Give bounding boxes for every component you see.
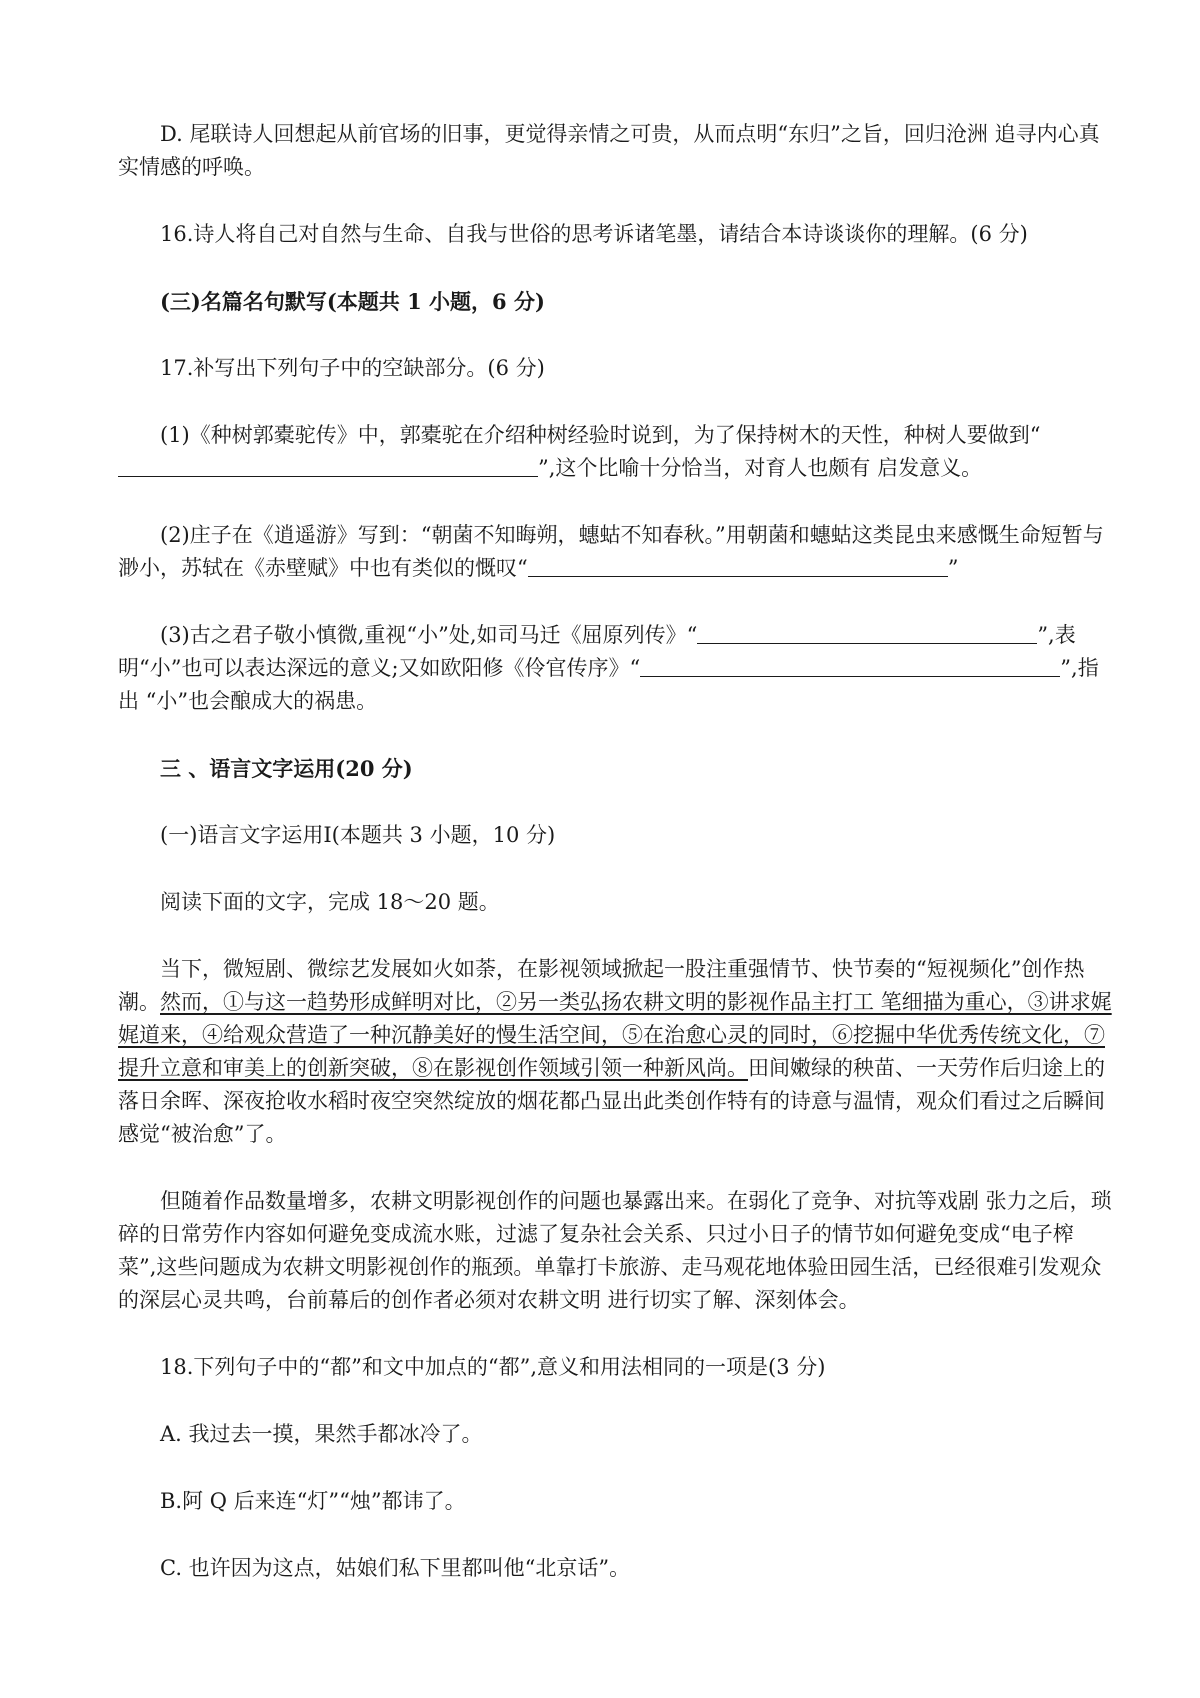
q15-option-d: D. 尾联诗人回想起从前官场的旧事，更觉得亲情之可贵，从而点明“东归”之旨，回归沧洲 追寻内心真实情感的呼唤。: [118, 122, 1100, 179]
answer-blank-4[interactable]: [640, 654, 1060, 677]
section-three-heading: 三 、语言文字运用(20 分): [160, 756, 413, 781]
reading-instruction: 阅读下面的文字，完成 18～20 题。: [160, 890, 500, 914]
exam-page: [118, 118, 1112, 1619]
q18-option-b: B.阿 Q 后来连“灯”“烛”都讳了。: [160, 1489, 466, 1513]
answer-blank-1[interactable]: [118, 454, 538, 477]
q17-item-3: (3)古之君子敬小慎微,重视“小”处,如司马迁《屈原列传》“ ”,表明“小”也可以表达深远的意义;又如欧阳修《伶官传序》“ ”,指出 “小”也会酿成大的祸患。: [118, 623, 1099, 713]
q18-stem: 18.下列句子中的“都”和文中加点的“都”,意义和用法相同的一项是(3 分): [160, 1355, 826, 1379]
answer-blank-3[interactable]: [697, 621, 1037, 644]
q17-item-2: (2)庄子在《逍遥游》写到：“朝菌不知晦朔，蟪蛄不知春秋。”用朝菌和蟪蛄这类昆虫来感慨生命短暂与渺小，苏轼在《赤壁赋》中也有类似的慨叹“ ”: [118, 523, 1104, 580]
q17-item-1: (1)《种树郭橐驼传》中，郭橐驼在介绍种树经验时说到，为了保持树木的天性，种树人要做到“”,这个比喻十分恰当，对育人也颇有 启发意义。: [118, 419, 1112, 485]
q17-stem: 17.补写出下列句子中的空缺部分。(6 分): [160, 356, 545, 380]
q18-option-c: C. 也许因为这点，姑娘们私下里都叫他“北京话”。: [160, 1556, 631, 1580]
q16-stem: 16.诗人将自己对自然与生命、自我与世俗的思考诉诸笔墨，请结合本诗谈谈你的理解。(6 分): [160, 222, 1028, 246]
passage-paragraph-1: 当下，微短剧、微综艺发展如火如荼，在影视领域掀起一股注重强情节、快节奏的“短视频化”创作热潮。然而，①与这一趋势形成鲜明对比，②另一类弘扬农耕文明的影视作品主打工 笔细描为重心，③讲求娓娓道来，④给观众营造了一种沉静美好的慢生活空间，⑤在治愈心灵的同时，⑥挖掘中华优秀传统文化，⑦提升立意和审美上的创新突破，⑧在影视创作领域引领一种新风尚。田间嫩绿的秧苗、一天劳作后归途上的落日余晖、深夜抢收水稻时夜空突然绽放的烟花都凸显出此类创作特有的诗意与温情，观众们看过之后瞬间感觉“被治愈”了。: [118, 957, 1112, 1146]
passage-paragraph-2: 但随着作品数量增多，农耕文明影视创作的问题也暴露出来。在弱化了竞争、对抗等戏剧 张力之后，琐碎的日常劳作内容如何避免变成流水账，过滤了复杂社会关系、只过小日子的情节如何避免变成“电子榨菜”,这些问题成为农耕文明影视创作的瓶颈。单靠打卡旅游、走马观花地体验田园生活，已经很难引发观众的深层心灵共鸣，台前幕后的创作者必须对农耕文明 进行切实了解、深刻体会。: [118, 1189, 1112, 1312]
underlined-sentence: 然而，①与这一趋势形成鲜明对比，②另一类弘扬农耕文明的影视作品主打工 笔细描为重心，③讲求娓娓道来，④给观众营造了一种沉静美好的慢生活空间，⑤在治愈心灵的同时，⑥挖掘中华优秀传统文化，⑦提升立意和审美上的创新突破，⑧在影视创作领域引领一种新风尚。: [118, 990, 1112, 1080]
section-three-subheading: (一)语言文字运用Ⅰ(本题共 3 小题，10 分): [160, 823, 556, 847]
answer-blank-2[interactable]: [528, 554, 948, 577]
q18-option-a: A. 我过去一摸，果然手都冰冷了。: [160, 1422, 483, 1446]
section-famous-lines-heading: (三)名篇名句默写(本题共 1 小题，6 分): [160, 289, 545, 314]
